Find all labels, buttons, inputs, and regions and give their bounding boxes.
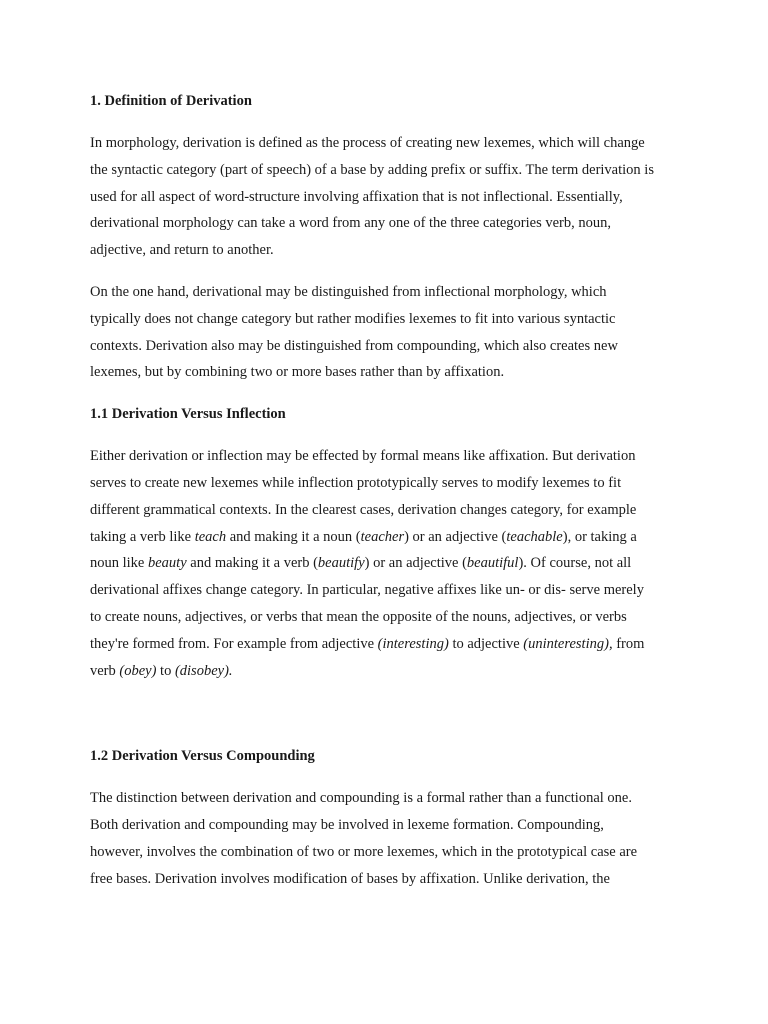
section-heading-compounding: 1.2 Derivation Versus Compounding: [90, 748, 315, 765]
text-line: In morphology, derivation is defined as the process of creating new lexemes, which will change: [90, 135, 645, 151]
text-run: noun like: [90, 555, 148, 572]
text-run: ), or taking a: [562, 528, 637, 545]
text-line: contexts. Derivation also may be distinguished from compounding, which also creates new: [90, 337, 618, 354]
text-run: from: [612, 635, 645, 652]
text-line: typically does not change category but rather modifies lexemes to fit into various syntactic: [90, 310, 616, 327]
text-line: used for all aspect of word-structure involving affixation that is not inflectional. Essentially,: [90, 188, 623, 205]
paragraph-distinction: [90, 279, 690, 386]
text-line: lexemes, but by combining two or more bases rather than by affixation.: [90, 364, 505, 381]
text-line: adjective, and return to another.: [90, 242, 274, 259]
example-word: beauty: [148, 555, 187, 572]
text-line: serves to create new lexemes while inflection prototypically serves to modify lexemes to fit: [90, 474, 622, 491]
blank-space: [90, 699, 690, 743]
paragraph-inflection: [90, 443, 690, 684]
text-run: ) or an adjective (: [404, 528, 507, 545]
section-heading-inflection: 1.1 Derivation Versus Inflection: [90, 406, 286, 423]
example-word: beautify: [317, 555, 365, 572]
example-word: beautiful: [466, 555, 519, 572]
text-line: [90, 631, 690, 658]
example-word: teach: [194, 528, 227, 545]
text-line: free bases. Derivation involves modification of bases by affixation. Unlike derivation, the: [90, 870, 610, 887]
text-run: to: [156, 662, 175, 679]
section-heading-definition: 1. Definition of Derivation: [90, 93, 252, 109]
example-word: (obey): [119, 662, 157, 679]
text-line: [90, 658, 690, 685]
text-run: ) or an adjective (: [364, 555, 467, 572]
text-line: Both derivation and compounding may be involved in lexeme formation. Compounding,: [90, 817, 604, 834]
text-line: derivational morphology can take a word from any one of the three categories verb, noun,: [90, 215, 612, 232]
example-word: (interesting): [377, 635, 449, 652]
document-page: [90, 88, 690, 908]
text-line: The distinction between derivation and compounding is a formal rather than a functional one.: [90, 790, 632, 807]
example-word: (disobey).: [174, 662, 233, 679]
example-word: teachable: [506, 528, 563, 545]
text-run: they're formed from. For example from adjective: [90, 635, 378, 652]
example-word: (uninteresting),: [523, 635, 613, 652]
example-word: teacher: [360, 528, 405, 545]
text-line: derivational affixes change category. In particular, negative affixes like un- or dis- serve merely: [90, 582, 644, 599]
text-run: and making it a verb (: [186, 555, 318, 572]
text-line: different grammatical contexts. In the clearest cases, derivation changes category, for example: [90, 501, 637, 518]
paragraph-definition: [90, 130, 690, 264]
text-line: Either derivation or inflection may be effected by formal means like affixation. But derivation: [90, 448, 636, 465]
text-run: to adjective: [448, 635, 524, 652]
paragraph-compounding: [90, 785, 690, 892]
text-run: verb: [90, 662, 120, 679]
text-run: taking a verb like: [90, 528, 195, 545]
text-line: [90, 524, 690, 551]
text-run: and making it a noun (: [226, 528, 361, 545]
text-line: however, involves the combination of two or more lexemes, which in the prototypical case are: [90, 843, 638, 860]
text-line: [90, 550, 690, 577]
text-line: to create nouns, adjectives, or verbs that mean the opposite of the nouns, adjectives, or verbs: [90, 608, 627, 625]
text-run: ). Of course, not all: [518, 555, 632, 572]
text-line: the syntactic category (part of speech) of a base by adding prefix or suffix. The term derivation is: [90, 161, 654, 178]
text-line: On the one hand, derivational may be distinguished from inflectional morphology, which: [90, 283, 607, 300]
